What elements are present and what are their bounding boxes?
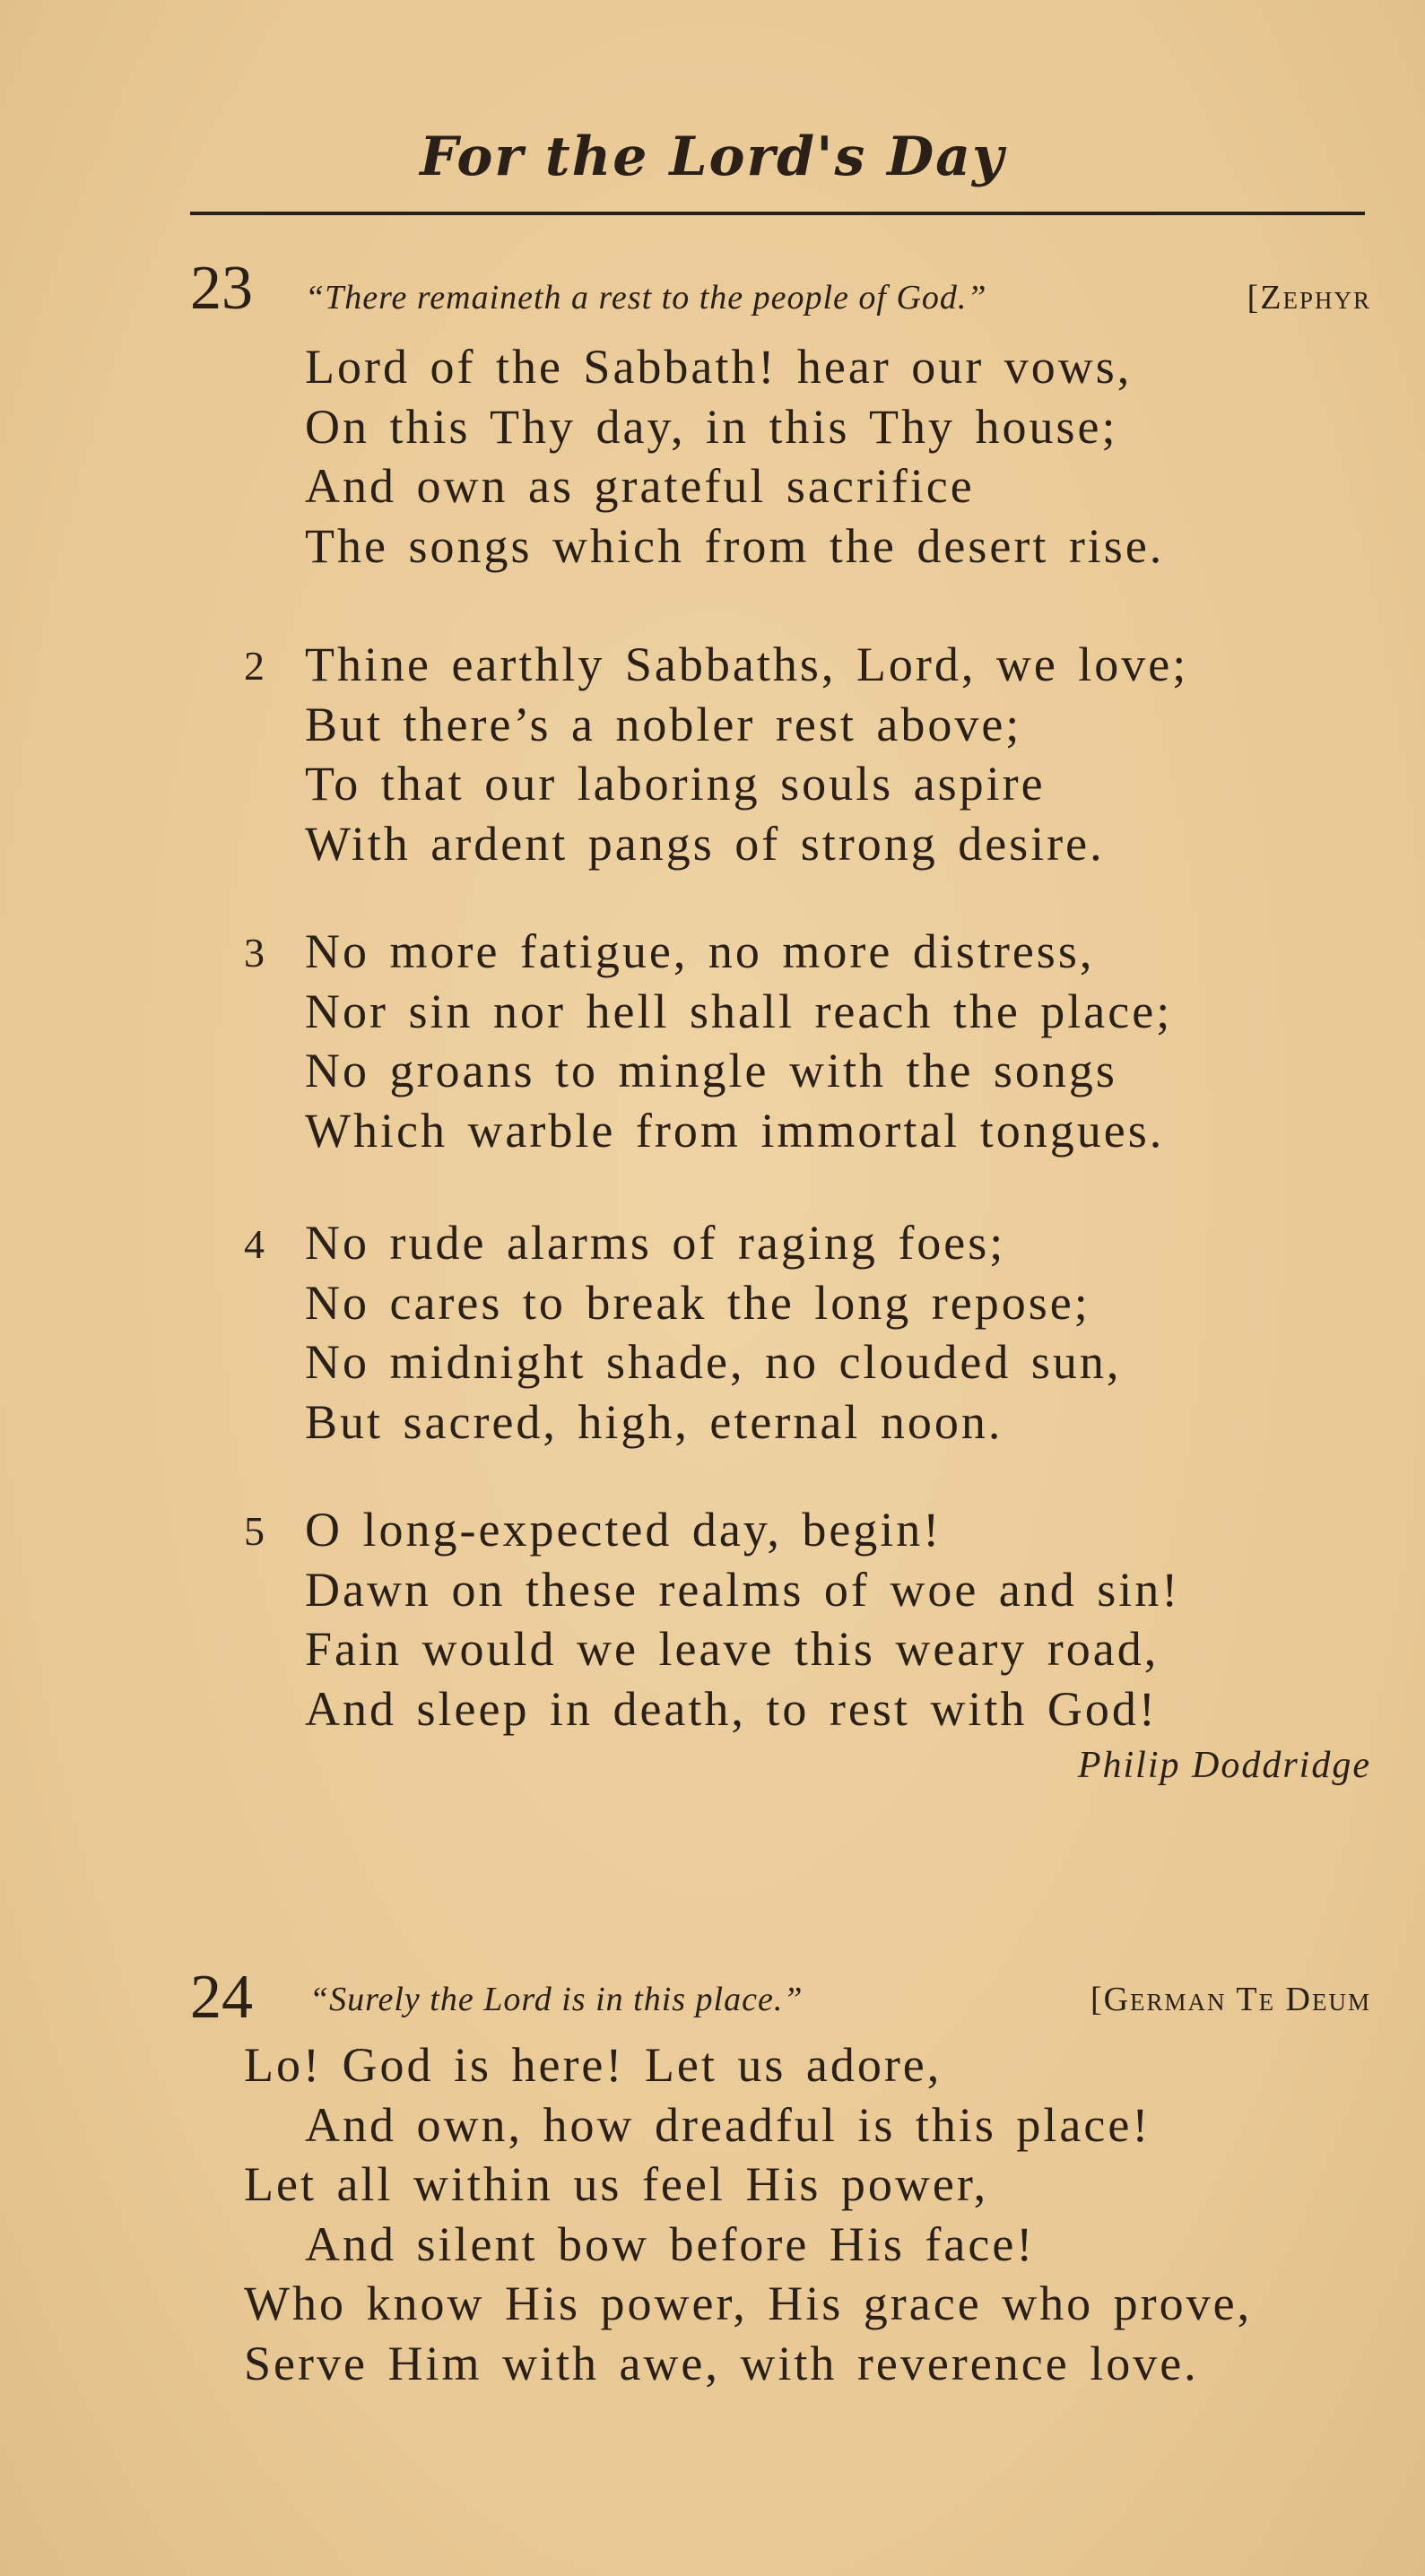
verse-number: 3 (244, 930, 265, 976)
verse-line: O long-expected day, begin! (305, 1503, 943, 1557)
verse-line: But sacred, high, eternal noon. (305, 1394, 1004, 1449)
running-head: For the Lord's Day (420, 126, 1005, 188)
verse-line: The songs which from the desert rise. (305, 518, 1165, 573)
verse-line: And sleep in death, to rest with God! (305, 1681, 1158, 1736)
verse-line: No more fatigue, no more distress, (305, 924, 1095, 978)
hymn-author: Philip Doddridge (1077, 1745, 1371, 1786)
verse-line: Dawn on these realms of woe and sin! (305, 1562, 1181, 1617)
verse-number: 5 (244, 1508, 265, 1554)
verse-line: No midnight shade, no clouded sun, (305, 1335, 1122, 1389)
hymn-epigraph: “There remaineth a rest to the people of God.” (305, 279, 987, 317)
hymn-tune: [Zephyr (1247, 279, 1371, 317)
verse-line: Fain would we leave this weary road, (305, 1622, 1160, 1676)
hymn-number: 24 (190, 1963, 253, 2032)
hymn-number: 23 (190, 254, 253, 323)
hymn-tune: [German Te Deum (1090, 1981, 1371, 2018)
verse-line: Which warble from immortal tongues. (305, 1103, 1165, 1158)
verse-line: No groans to mingle with the songs (305, 1044, 1117, 1097)
verse-line: Nor sin nor hell shall reach the place; (305, 984, 1173, 1038)
verse-number: 2 (244, 643, 265, 689)
verse-line: On this Thy day, in this Thy house; (305, 399, 1118, 454)
verse-line: Lo! God is here! Let us adore, (244, 2038, 943, 2092)
hymn-epigraph: “Surely the Lord is in this place.” (309, 1981, 804, 2018)
verse-line: And own as grateful sacrifice (305, 459, 975, 513)
header-rule (190, 212, 1365, 215)
verse-line: And silent bow before His face! (305, 2216, 1036, 2271)
verse-line: No cares to break the long repose; (305, 1275, 1090, 1330)
verse-line: Lord of the Sabbath! hear our vows, (305, 340, 1133, 394)
verse-line: Who know His power, His grace who prove, (244, 2277, 1253, 2330)
verse-line: Let all within us feel His power, (244, 2157, 989, 2211)
verse-line: But there’s a nobler rest above; (305, 697, 1022, 751)
verse-line: No rude alarms of raging foes; (305, 1216, 1006, 1270)
verse-line: With ardent pangs of strong desire. (305, 816, 1105, 871)
verse-line: Thine earthly Sabbaths, Lord, we love; (305, 637, 1189, 691)
verse-line: Serve Him with awe, with reverence love. (244, 2336, 1199, 2390)
verse-number: 4 (244, 1221, 265, 1267)
verse-line: And own, how dreadful is this place! (305, 2097, 1151, 2152)
verse-line: To that our laboring souls aspire (305, 757, 1046, 811)
